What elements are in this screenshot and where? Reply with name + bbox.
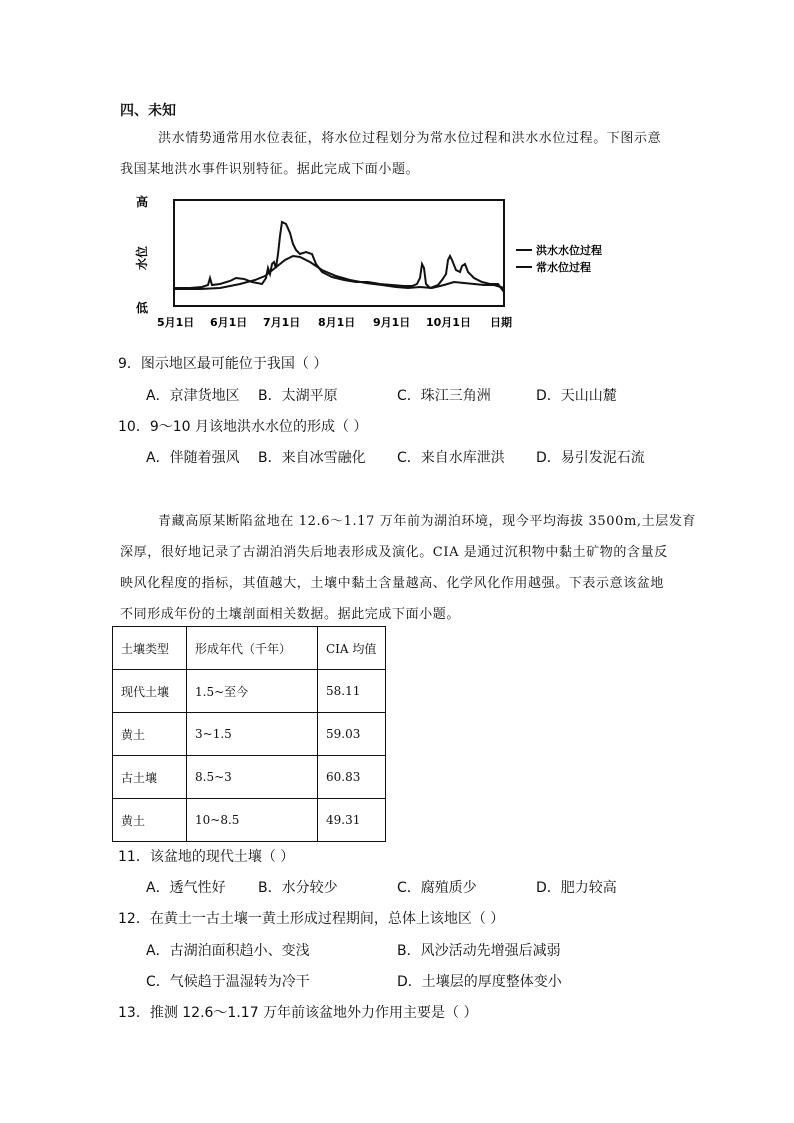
question-12-option-d: D．土壤层的厚度整体变小 <box>397 974 562 990</box>
question-10-stem: 10．9～10 月该地洪水水位的形成（ ） <box>118 419 368 435</box>
y-tick-high: 高 <box>136 195 149 209</box>
question-9-option-c: C．珠江三角洲 <box>397 388 491 404</box>
question-9-stem: 9．图示地区最可能位于我国（ ） <box>118 356 328 372</box>
table-header-row <box>113 627 386 670</box>
question-12-option-c: C．气候趋于温湿转为冷干 <box>146 974 310 990</box>
x-tick-label: 9月1日 <box>373 316 411 329</box>
question-12-option-a: A．古湖泊面积趋小、变浅 <box>146 943 310 959</box>
y-axis-label: 水位 <box>135 245 149 271</box>
question-11-option-b: B．水分较少 <box>258 880 338 896</box>
question-10-option-c: C．来自水库泄洪 <box>397 450 505 466</box>
question-11-option-c: C．腐殖质少 <box>397 880 477 896</box>
intro-paragraph-line: 映风化程度的指标，其值越大，土壤中黏土含量越高、化学风化作用越强。下表示意该盆地 <box>120 576 665 591</box>
table-cell: 8.5~3 <box>187 756 318 799</box>
x-tick-label: 8月1日 <box>318 316 356 329</box>
table-header-cell: 土壤类型 <box>113 627 187 670</box>
intro-paragraph-line: 不同形成年份的土壤剖面相关数据。据此完成下面小题。 <box>120 607 461 622</box>
question-11-option-a: A．透气性好 <box>146 880 226 896</box>
question-12-stem: 12．在黄土一古土壤一黄土形成过程期间，总体上该地区（ ） <box>118 911 505 927</box>
table-cell: 10~8.5 <box>187 799 318 842</box>
water-level-chart <box>130 188 630 338</box>
x-tick-label: 日期 <box>490 316 512 329</box>
question-9-option-b: B．太湖平原 <box>258 388 338 404</box>
table-cell: 现代土壤 <box>113 670 187 713</box>
table-header-cell: CIA 均值 <box>318 627 386 670</box>
section-title: 四、未知 <box>120 103 176 119</box>
question-9-option-d: D．天山山麓 <box>536 388 617 404</box>
question-11-stem: 11．该盆地的现代土壤（ ） <box>118 849 295 865</box>
table-cell: 黄土 <box>113 713 187 756</box>
soil-data-table <box>112 626 386 842</box>
table-cell: 49.31 <box>318 799 386 842</box>
intro-paragraph-line: 青藏高原某断陷盆地在 12.6～1.17 万年前为湖泊环境，现今平均海拔 3500m,土层发育 <box>158 514 697 529</box>
table-row <box>113 713 386 756</box>
question-10-option-d: D．易引发泥石流 <box>536 450 645 466</box>
normal-water-level-line <box>174 256 504 289</box>
table-cell: 古土壤 <box>113 756 187 799</box>
question-10-option-a: A．伴随着强风 <box>146 450 240 466</box>
intro-paragraph-line: 我国某地洪水事件识别特征。据此完成下面小题。 <box>120 162 420 177</box>
table-cell: 60.83 <box>318 756 386 799</box>
question-12-option-b: B．风沙活动先增强后减弱 <box>397 943 561 959</box>
legend-label-flood: 洪水水位过程 <box>536 244 602 257</box>
table-cell: 59.03 <box>318 713 386 756</box>
legend <box>516 243 602 274</box>
intro-paragraph-line: 洪水情势通常用水位表征，将水位过程划分为常水位过程和洪水水位过程。下图示意 <box>158 131 662 146</box>
y-tick-low: 低 <box>136 301 149 315</box>
intro-paragraph-line: 深厚，很好地记录了古湖泊消失后地表形成及演化。CIA 是通过沉积物中黏土矿物的含量反 <box>120 545 668 560</box>
table-row <box>113 756 386 799</box>
question-9-option-a: A．京津货地区 <box>146 388 240 404</box>
x-tick-label: 6月1日 <box>210 316 248 329</box>
question-13-stem: 13．推测 12.6～1.17 万年前该盆地外力作用主要是（ ） <box>118 1005 478 1021</box>
table-header-cell: 形成年代（千年） <box>187 627 318 670</box>
table-cell: 1.5~至今 <box>187 670 318 713</box>
x-tick-label: 10月1日 <box>426 316 471 329</box>
table-row <box>113 799 386 842</box>
x-tick-label: 7月1日 <box>263 316 301 329</box>
legend-label-normal: 常水位过程 <box>536 261 591 274</box>
chart-frame <box>174 200 504 306</box>
table-row <box>113 670 386 713</box>
table-cell: 3~1.5 <box>187 713 318 756</box>
table-cell: 58.11 <box>318 670 386 713</box>
table-cell: 黄土 <box>113 799 187 842</box>
x-tick-label: 5月1日 <box>157 316 195 329</box>
question-11-option-d: D．肥力较高 <box>536 880 617 896</box>
question-10-option-b: B．来自冰雪融化 <box>258 450 366 466</box>
